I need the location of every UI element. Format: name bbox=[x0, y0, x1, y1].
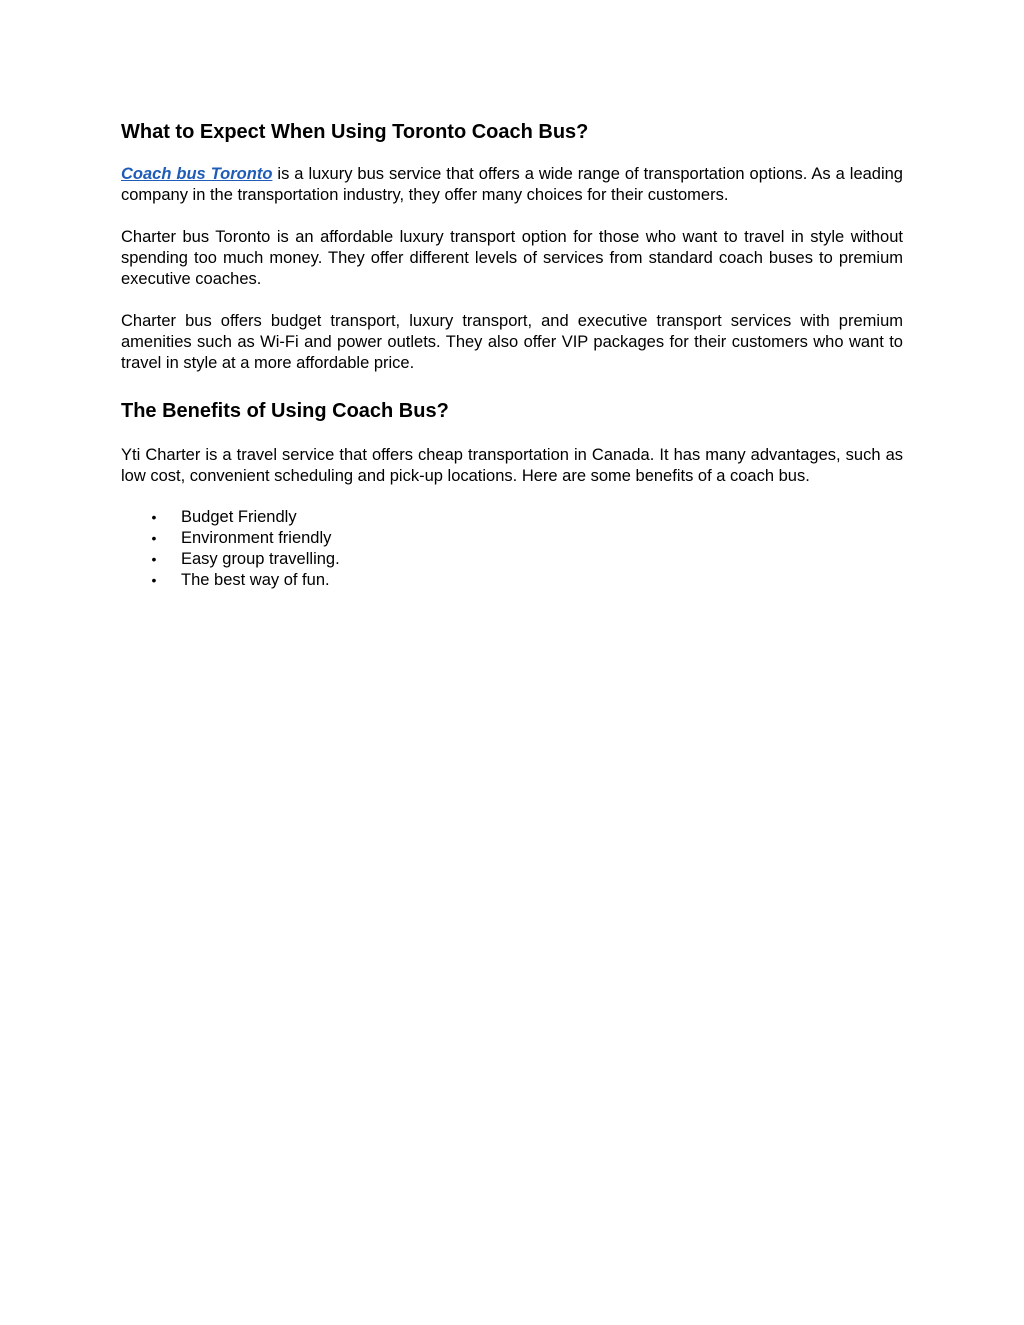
paragraph-intro bbox=[121, 164, 903, 206]
benefits-list bbox=[121, 507, 903, 591]
section-heading-benefits: The Benefits of Using Coach Bus? bbox=[121, 400, 449, 422]
section-heading-expect: What to Expect When Using Toronto Coach Bus? bbox=[121, 121, 589, 143]
list-item-text: Budget Friendly bbox=[181, 508, 297, 526]
list-item-text: The best way of fun. bbox=[181, 571, 330, 589]
list-item-text: Easy group travelling. bbox=[181, 550, 340, 568]
bullet-icon: • bbox=[151, 509, 157, 525]
paragraph-charter-affordable: Charter bus Toronto is an affordable luxury transport option for those who want to travel in style without spending too much money. They offer different levels of services from standard coach buses to premium executive coaches. bbox=[121, 228, 903, 288]
list-item bbox=[121, 570, 903, 591]
bullet-icon: • bbox=[151, 530, 157, 546]
coach-bus-toronto-link[interactable]: Coach bus Toronto bbox=[121, 165, 273, 183]
paragraph-charter-services: Charter bus offers budget transport, luxury transport, and executive transport services with premium amenities such as Wi-Fi and power outlets. They also offer VIP packages for their customers who want to travel in style at a more affordable price. bbox=[121, 312, 903, 372]
list-item bbox=[121, 528, 903, 549]
list-item bbox=[121, 507, 903, 528]
list-item-text: Environment friendly bbox=[181, 529, 332, 547]
document-body bbox=[121, 119, 903, 591]
bullet-icon: • bbox=[151, 572, 157, 588]
paragraph-yti-charter: Yti Charter is a travel service that offers cheap transportation in Canada. It has many advantages, such as low cost, convenient scheduling and pick-up locations. Here are some benefits of a coach bus. bbox=[121, 446, 903, 485]
paragraph-intro-text: is a luxury bus service that offers a wide range of transportation options. As a leading company in the transportation industry, they offer many choices for their customers. bbox=[121, 165, 903, 204]
list-item bbox=[121, 549, 903, 570]
bullet-icon: • bbox=[151, 551, 157, 567]
